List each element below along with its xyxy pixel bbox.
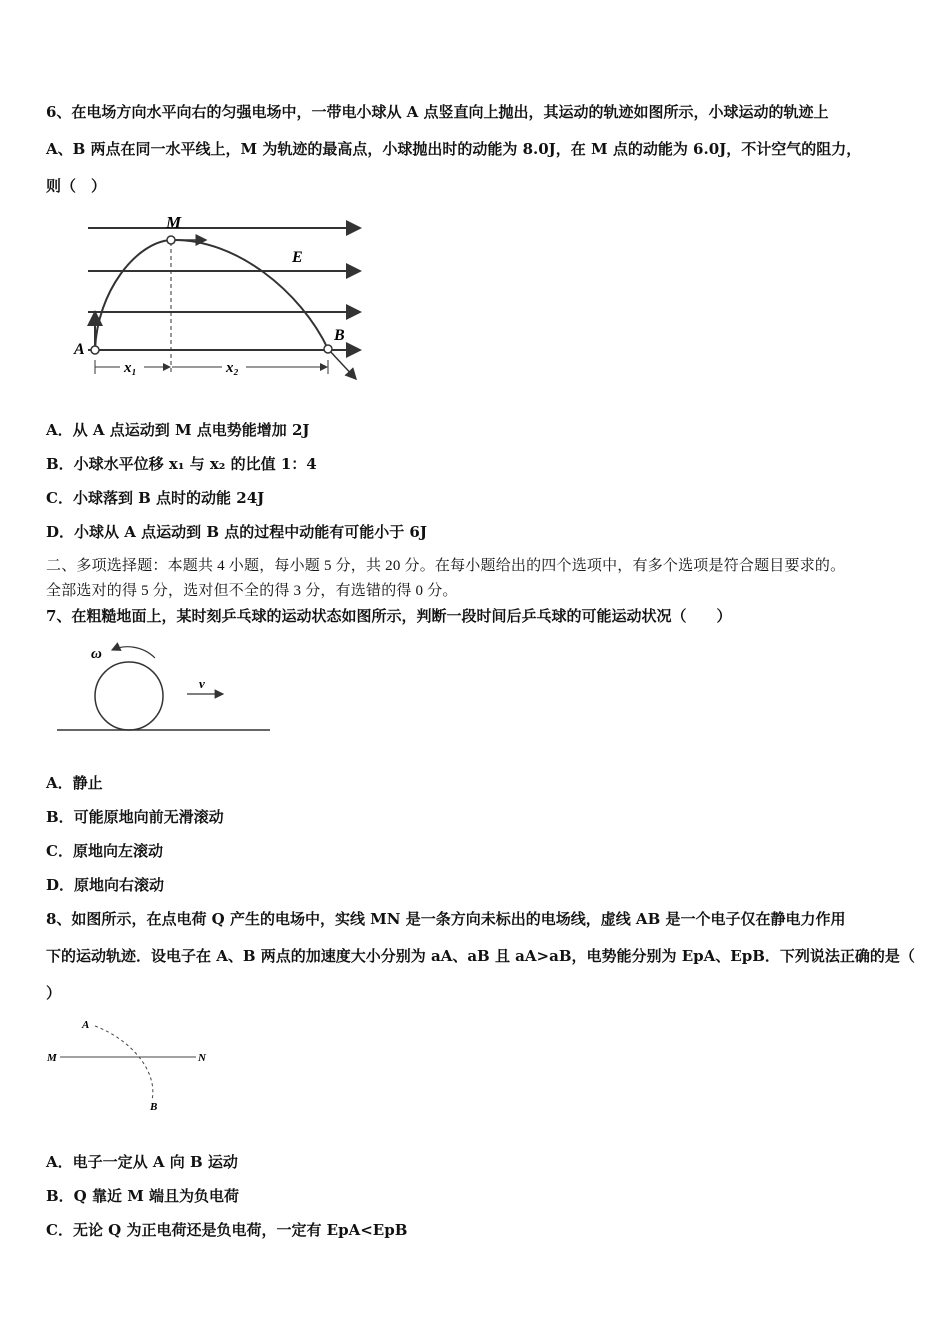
label-n: N (198, 1052, 206, 1064)
section2-header-line-2: 全部选对的得 5 分，选对但不全的得 3 分，有选错的得 0 分。 (46, 583, 458, 599)
label-b: B (334, 327, 345, 344)
section2-header-line-1: 二、多项选择题：本题共 4 小题，每小题 5 分，共 20 分。在每小题给出的四个选项中，有多个选项是符合题目要求的。 (46, 558, 846, 574)
label-m: M (47, 1052, 57, 1064)
q7-stem: 7、在粗糙地面上，某时刻乒乓球的运动状态如图所示，判断一段时间后乒乓球的可能运动状况（ ） (46, 607, 732, 625)
q8-option-c: C．无论 Q 为正电荷还是负电荷，一定有 EpA<EpB (46, 1221, 408, 1239)
label-x1: x₁ (124, 360, 137, 376)
q6-stem-line-3: 则（ ） (46, 177, 107, 195)
q7-option-b: B．可能原地向前无滑滚动 (46, 808, 224, 826)
rotation-arrow-icon (112, 647, 155, 658)
q6-electric-field-figure (66, 212, 376, 392)
q8-stem-line-2: 下的运动轨迹．设电子在 A、B 两点的加速度大小分别为 aA、aB 且 aA>aB，电势能分别为 EpA、EpB．下列说法正确的是（ (46, 947, 915, 965)
q6-option-d: D．小球从 A 点运动到 B 点的过程中动能有可能小于 6J (46, 523, 427, 541)
q8-option-a: A．电子一定从 A 向 B 运动 (46, 1153, 238, 1171)
label-x2: x₂ (226, 360, 239, 376)
label-omega: ω (91, 646, 102, 662)
point-m (167, 236, 175, 244)
point-b (324, 345, 332, 353)
label-a: A (74, 341, 85, 358)
q7-option-a: A．静止 (46, 774, 103, 792)
q6-option-b: B．小球水平位移 x₁ 与 x₂ 的比值 1：4 (46, 455, 317, 473)
label-m: M (166, 213, 182, 232)
q8-stem-line-1: 8、如图所示，在点电荷 Q 产生的电场中，实线 MN 是一条方向未标出的电场线，虚线 AB 是一个电子仅在静电力作用 (46, 910, 846, 928)
q6-stem-line-1: 6、在电场方向水平向右的匀强电场中，一带电小球从 A 点竖直向上抛出，其运动的轨迹如图所示，小球运动的轨迹上 (46, 103, 829, 121)
label-v: v (199, 676, 205, 691)
label-a: A (82, 1019, 90, 1031)
q6-option-c: C．小球落到 B 点时的动能 24J (46, 489, 265, 507)
label-e: E (292, 249, 303, 266)
trajectory-ab (95, 1026, 153, 1100)
q6-option-a: A．从 A 点运动到 M 点电势能增加 2J (46, 421, 310, 439)
q7-ping-pong-figure (55, 640, 275, 740)
velocity-arrow-b (328, 349, 356, 379)
q7-option-d: D．原地向右滚动 (46, 876, 165, 894)
q6-stem-line-2: A、B 两点在同一水平线上，M 为轨迹的最高点，小球抛出时的动能为 8.0J，在 M 点的动能为 6.0J，不计空气的阻力， (46, 140, 862, 158)
ping-pong-ball (95, 662, 163, 730)
point-a (91, 346, 99, 354)
q8-option-b: B．Q 靠近 M 端且为负电荷 (46, 1187, 240, 1205)
q8-field-line-figure (40, 1012, 230, 1122)
q8-stem-line-3: ） (46, 984, 62, 1002)
q7-option-c: C．原地向左滚动 (46, 842, 163, 860)
label-b: B (150, 1101, 158, 1113)
